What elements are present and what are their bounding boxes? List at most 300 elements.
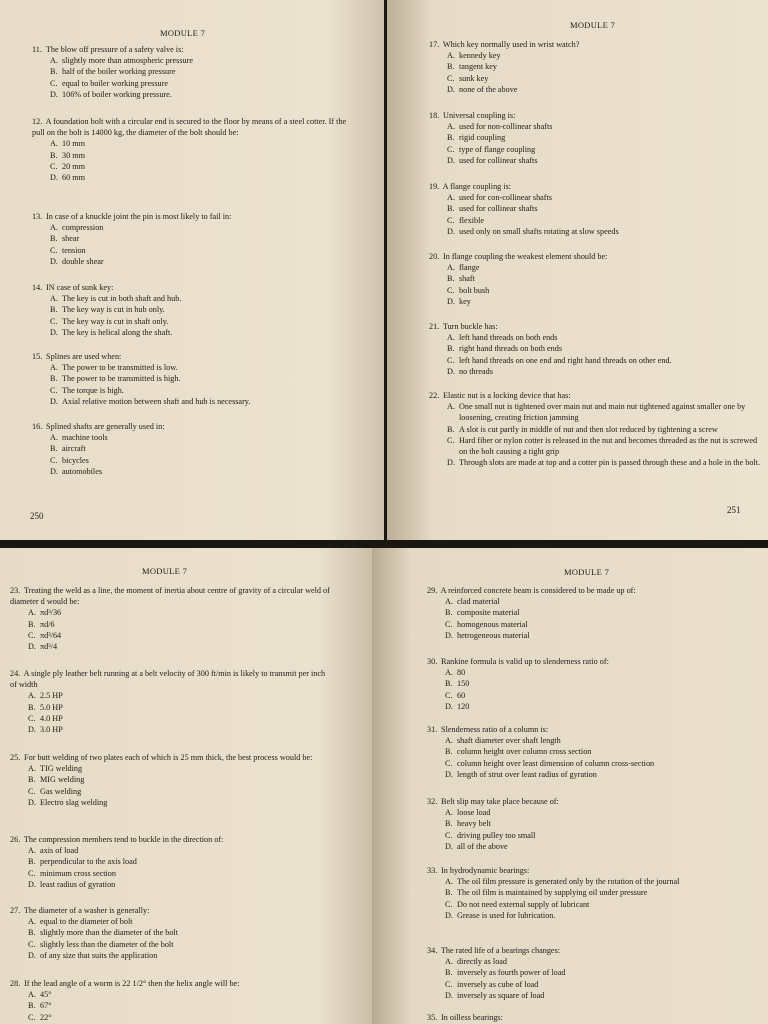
option-list (50, 138, 352, 183)
option-text: right hand threads on both ends (459, 344, 563, 354)
question-stem (427, 656, 747, 667)
answer-option (50, 443, 362, 454)
option-text: type of flange coupling (459, 144, 536, 154)
answer-option (50, 78, 362, 89)
option-text: Grease is used for lubrication. (457, 910, 556, 920)
question-number: 33. (427, 866, 438, 875)
answer-option (50, 362, 372, 373)
page-number: 250 (30, 511, 44, 521)
answer-option (447, 366, 764, 377)
question-33 (427, 865, 752, 921)
question-20 (429, 251, 749, 307)
question-stem (10, 668, 330, 690)
answer-option (28, 641, 330, 652)
question-stem (10, 978, 330, 989)
option-text: compression (62, 223, 104, 233)
option-letter: B. (50, 150, 58, 160)
option-text: inversely as fourth power of load (457, 968, 566, 978)
option-letter: B. (445, 608, 453, 618)
answer-option (447, 132, 749, 143)
answer-option (50, 150, 352, 161)
option-list (445, 956, 747, 1001)
question-number: 23. (10, 586, 21, 595)
answer-option (445, 596, 747, 607)
option-text: The key way is cut in hub only. (62, 305, 165, 315)
question-text: Rankine formula is valid up to slenderness ratio of: (441, 657, 609, 666)
option-text: aircraft (62, 444, 86, 454)
option-text: axis of load (40, 846, 79, 856)
option-text: πd³/4 (40, 642, 58, 652)
option-letter: C. (447, 285, 455, 295)
question-15 (32, 351, 372, 407)
answer-option (28, 939, 330, 950)
option-letter: B. (445, 747, 453, 757)
option-text: left hand threads on one end and right hand threads on other end. (459, 355, 672, 365)
question-stem (427, 585, 747, 596)
answer-option (50, 385, 372, 396)
answer-option (447, 424, 764, 435)
question-number: 14. (32, 283, 43, 292)
answer-option (445, 769, 757, 780)
option-text: heavy belt (457, 819, 491, 829)
question-stem (427, 865, 752, 876)
option-text: tangent key (459, 62, 497, 72)
option-text: shaft diameter over shaft length (457, 736, 561, 746)
question-stem (32, 421, 362, 432)
question-number: 25. (10, 753, 21, 762)
question-text: Which key normally used in wrist watch? (442, 40, 580, 49)
question-stem (429, 39, 749, 50)
option-text: 45° (40, 990, 52, 1000)
page-3 (0, 548, 372, 1024)
option-text: Gas welding (40, 786, 82, 796)
question-text: In hydrodynamic bearings: (441, 866, 530, 875)
answer-option (445, 956, 747, 967)
answer-option (445, 830, 747, 841)
option-text: The torque is high. (62, 385, 124, 395)
option-text: 5.0 HP (40, 702, 63, 712)
option-text: slightly less than the diameter of the bolt (40, 939, 174, 949)
option-letter: C. (447, 144, 455, 154)
answer-option (445, 607, 747, 618)
option-letter: B. (447, 62, 455, 72)
option-letter: B. (28, 1001, 36, 1011)
option-letter: D. (447, 296, 455, 306)
question-text: Universal coupling is: (443, 111, 516, 120)
option-letter: D. (50, 89, 58, 99)
question-stem (427, 724, 757, 735)
option-text: none of the above (459, 84, 518, 94)
answer-option (28, 950, 330, 961)
option-text: 30 mm (62, 150, 85, 160)
answer-option (50, 66, 362, 77)
option-text: all of the above (457, 841, 508, 851)
option-letter: A. (28, 608, 36, 618)
option-letter: A. (445, 957, 453, 967)
option-letter: D. (28, 725, 36, 735)
question-21 (429, 321, 764, 377)
question-text: A reinforced concrete beam is considered to be made up of: (440, 586, 636, 595)
answer-option (28, 845, 330, 856)
answer-option (50, 161, 352, 172)
answer-option (445, 678, 747, 689)
page-251 (387, 0, 768, 540)
option-letter: A. (28, 764, 36, 774)
option-letter: C. (50, 455, 58, 465)
question-11 (32, 44, 362, 100)
question-text: The diameter of a washer is generally: (23, 906, 150, 915)
option-text: used for collinear shafts (459, 155, 538, 165)
answer-option (28, 797, 330, 808)
answer-option (50, 245, 362, 256)
question-text: In flange coupling the weakest element should be: (443, 252, 608, 261)
option-text: 10 mm (62, 139, 85, 149)
option-letter: A. (28, 990, 36, 1000)
answer-option (28, 916, 330, 927)
answer-option (50, 455, 362, 466)
option-letter: B. (28, 928, 36, 938)
question-text: Elastic nut is a locking device that has: (443, 391, 571, 400)
question-number: 26. (10, 835, 21, 844)
option-text: used only on small shafts rotating at slow speeds (459, 226, 619, 236)
answer-option (445, 818, 747, 829)
answer-option (50, 293, 362, 304)
option-letter: D. (447, 366, 455, 376)
answer-option (447, 121, 749, 132)
option-text: The key way is cut in shaft only. (62, 316, 169, 326)
answer-option (447, 285, 749, 296)
answer-option (447, 192, 759, 203)
question-text: Splines are used when: (46, 352, 122, 361)
question-24 (10, 668, 330, 735)
option-letter: A. (50, 139, 58, 149)
option-text: column height over least dimension of column cross-section (457, 758, 655, 768)
option-text: The key is cut in both shaft and hub. (62, 294, 182, 304)
answer-option (50, 327, 362, 338)
question-12 (32, 116, 352, 183)
option-letter: D. (50, 173, 58, 183)
option-letter: C. (447, 73, 455, 83)
question-25 (10, 752, 330, 808)
option-letter: B. (28, 775, 36, 785)
module-header: MODULE 7 (142, 566, 188, 576)
option-list (50, 362, 372, 407)
option-text: left hand threads on both ends (459, 333, 558, 343)
option-text: 67° (40, 1001, 52, 1011)
option-letter: B. (445, 968, 453, 978)
answer-option (28, 763, 330, 774)
option-letter: C. (445, 758, 453, 768)
option-letter: B. (445, 819, 453, 829)
option-text: composite material (457, 608, 520, 618)
answer-option (50, 55, 362, 66)
option-text: sunk key (459, 73, 489, 83)
option-letter: C. (445, 619, 453, 629)
option-letter: D. (445, 841, 453, 851)
option-list (50, 432, 362, 477)
answer-option (447, 144, 749, 155)
answer-option (445, 841, 747, 852)
page-4 (372, 548, 768, 1024)
question-stem (32, 44, 362, 55)
option-text: MIG welding (40, 775, 85, 785)
question-35 (427, 1012, 747, 1023)
question-26 (10, 834, 330, 890)
question-text: A foundation bolt with a circular end is secured to the floor by means of a steel cotter. If the pull on the bolt is 14000 kg, the diameter of the bolt should be: (32, 117, 347, 138)
question-text: Slenderness ratio of a column is: (441, 725, 549, 734)
option-text: The oil film pressure is generated only by the rotation of the journal (457, 877, 680, 887)
question-16 (32, 421, 362, 477)
question-stem (429, 251, 749, 262)
answer-option (28, 774, 330, 785)
option-text: tension (62, 245, 86, 255)
question-31 (427, 724, 757, 780)
option-letter: A. (50, 223, 58, 233)
option-text: shaft (459, 274, 475, 284)
answer-option (447, 61, 749, 72)
option-list (50, 55, 362, 100)
question-number: 19. (429, 182, 440, 191)
question-number: 13. (32, 212, 43, 221)
option-list (447, 401, 764, 468)
option-letter: A. (447, 122, 455, 132)
option-text: 60 (457, 690, 466, 700)
answer-option (445, 979, 747, 990)
question-34 (427, 945, 747, 1001)
answer-option (445, 899, 752, 910)
answer-option (445, 887, 752, 898)
answer-option (447, 203, 759, 214)
option-letter: C. (445, 830, 453, 840)
option-text: Axial relative motion between shaft and hub is necessary. (62, 396, 251, 406)
question-number: 17. (429, 40, 440, 49)
option-text: 106% of boiler working pressure. (62, 89, 172, 99)
answer-option (50, 222, 362, 233)
option-letter: D. (28, 879, 36, 889)
option-letter: B. (50, 234, 58, 244)
option-text: bolt bush (459, 285, 490, 295)
option-list (28, 916, 330, 961)
question-text: A flange coupling is: (442, 182, 512, 191)
option-list (445, 596, 747, 641)
option-text: The power to be transmitted is high. (62, 374, 181, 384)
option-text: automobiles (62, 466, 103, 476)
option-text: double shear (62, 256, 104, 266)
question-text: For butt welding of two plates each of which is 25 mm thick, the best process would be: (24, 753, 313, 762)
option-letter: C. (445, 690, 453, 700)
option-letter: A. (445, 736, 453, 746)
question-text: The compression members tend to buckle in the direction of: (23, 835, 224, 844)
option-text: key (459, 296, 471, 306)
question-stem (32, 282, 362, 293)
question-stem (10, 905, 330, 916)
option-letter: C. (50, 78, 58, 88)
option-letter: C. (447, 435, 455, 445)
option-letter: C. (445, 979, 453, 989)
option-text: length of strut over least radius of gyration (457, 769, 597, 779)
option-text: One small nut is tightened over main nut and main nut tightened against smaller one by loosening, creating friction jamming (459, 402, 746, 423)
option-letter: D. (50, 327, 58, 337)
option-letter: D. (445, 990, 453, 1000)
option-letter: D. (447, 84, 455, 94)
question-30 (427, 656, 747, 712)
option-text: perpendicular to the axis load (40, 857, 137, 867)
option-text: directly as load (457, 957, 508, 967)
option-letter: C. (28, 868, 36, 878)
question-32 (427, 796, 747, 852)
question-text: Treating the weld as a line, the moment of inertia about centre of gravity of a circular weld of diameter d would be: (10, 586, 330, 607)
option-list (28, 845, 330, 890)
option-text: used for collinear shafts (459, 204, 538, 214)
option-letter: C. (447, 355, 455, 365)
question-29 (427, 585, 747, 641)
option-letter: C. (445, 899, 453, 909)
option-text: 120 (457, 701, 470, 711)
option-text: homogenous material (457, 619, 528, 629)
answer-option (445, 967, 747, 978)
option-text: no threads (459, 366, 493, 376)
question-text: In case of a knuckle joint the pin is most likely to fail in: (46, 212, 232, 221)
answer-option (447, 332, 764, 343)
module-header: MODULE 7 (564, 567, 610, 577)
option-text: flexible (459, 215, 485, 225)
question-stem (10, 834, 330, 845)
question-number: 32. (427, 797, 438, 806)
question-text: Turn buckle has: (442, 322, 498, 331)
answer-option (445, 701, 747, 712)
question-text: Belt slip may take place because of: (441, 797, 559, 806)
answer-option (445, 735, 757, 746)
question-23 (10, 585, 330, 652)
option-letter: A. (28, 691, 36, 701)
option-text: TIG welding (40, 764, 83, 774)
answer-option (445, 807, 747, 818)
option-letter: D. (28, 797, 36, 807)
question-27 (10, 905, 330, 961)
answer-option (445, 746, 757, 757)
answer-option (447, 273, 749, 284)
answer-option (28, 1012, 330, 1023)
question-number: 24. (10, 669, 21, 678)
option-letter: A. (50, 56, 58, 66)
option-text: The key is helical along the shaft. (62, 327, 173, 337)
option-text: 3.0 HP (40, 725, 63, 735)
answer-option (28, 713, 330, 724)
option-letter: D. (445, 701, 453, 711)
option-letter: D. (50, 396, 58, 406)
option-list (28, 989, 330, 1023)
option-text: 2.5 HP (40, 691, 63, 701)
question-stem (427, 796, 747, 807)
option-letter: B. (28, 702, 36, 712)
page-number: 251 (727, 505, 741, 515)
option-letter: B. (50, 67, 58, 77)
answer-option (447, 401, 764, 423)
question-number: 22. (429, 391, 440, 400)
option-text: Do not need external supply of lubricant (457, 899, 590, 909)
answer-option (447, 343, 764, 354)
answer-option (28, 989, 330, 1000)
question-text: If the lead angle of a worm is 22 1/2° then the helix angle will be: (24, 979, 240, 988)
option-text: 20 mm (62, 161, 85, 171)
option-text: hetrogeneous material (457, 630, 530, 640)
option-list (445, 807, 747, 852)
answer-option (445, 876, 752, 887)
option-letter: C. (28, 1012, 36, 1022)
answer-option (445, 690, 747, 701)
question-stem (427, 945, 747, 956)
option-letter: D. (445, 769, 453, 779)
option-list (50, 293, 362, 338)
option-letter: C. (447, 215, 455, 225)
option-list (445, 735, 757, 780)
answer-option (447, 435, 764, 457)
option-letter: A. (445, 877, 453, 887)
question-text: The rated life of a bearings changes: (440, 946, 561, 955)
question-stem (32, 211, 362, 222)
option-letter: B. (447, 424, 455, 434)
answer-option (28, 630, 330, 641)
answer-option (50, 396, 372, 407)
option-text: A slot is cut partly in middle of nut and then slot reduced by tightening a screw (459, 424, 718, 434)
option-letter: B. (445, 888, 453, 898)
question-stem (429, 110, 749, 121)
option-letter: B. (50, 374, 58, 384)
answer-option (445, 619, 747, 630)
question-14 (32, 282, 362, 338)
option-letter: B. (447, 344, 455, 354)
answer-option (445, 630, 747, 641)
answer-option (445, 667, 747, 678)
answer-option (447, 457, 764, 468)
answer-option (447, 73, 749, 84)
option-text: 150 (457, 679, 470, 689)
option-text: used for non-collinear shafts (459, 122, 553, 132)
question-number: 27. (10, 906, 21, 915)
question-stem (10, 585, 330, 607)
option-list (447, 50, 749, 95)
option-text: 22° (40, 1012, 52, 1022)
option-letter: B. (28, 619, 36, 629)
option-letter: A. (447, 263, 455, 273)
option-list (28, 690, 330, 735)
option-text: inversely as square of load (457, 990, 545, 1000)
option-text: Hard fiber or nylon cotter is released in the nut and becomes threaded as the nut is screwed on the bolt causing a tight grip (459, 435, 758, 457)
answer-option (50, 256, 362, 267)
option-letter: D. (447, 226, 455, 236)
option-letter: D. (447, 155, 455, 165)
answer-option (50, 304, 362, 315)
question-number: 12. (32, 117, 43, 126)
question-number: 28. (10, 979, 21, 988)
question-stem (32, 116, 352, 138)
option-letter: A. (445, 808, 453, 818)
option-text: 60 mm (62, 173, 85, 183)
option-letter: C. (28, 713, 36, 723)
question-text: A single ply leather belt running at a belt velocity of 300 ft/min is likely to transmit per inch of width (10, 669, 326, 690)
answer-option (447, 50, 749, 61)
option-text: machine tools (62, 433, 108, 443)
answer-option (28, 868, 330, 879)
answer-option (50, 373, 372, 384)
answer-option (50, 89, 362, 100)
option-text: least radius of gyration (40, 879, 116, 889)
answer-option (28, 1000, 330, 1011)
option-list (447, 332, 764, 377)
option-text: Electro slag welding (40, 797, 108, 807)
option-letter: A. (50, 433, 58, 443)
option-text: The oil film is maintained by supplying oil under pressure (457, 888, 648, 898)
